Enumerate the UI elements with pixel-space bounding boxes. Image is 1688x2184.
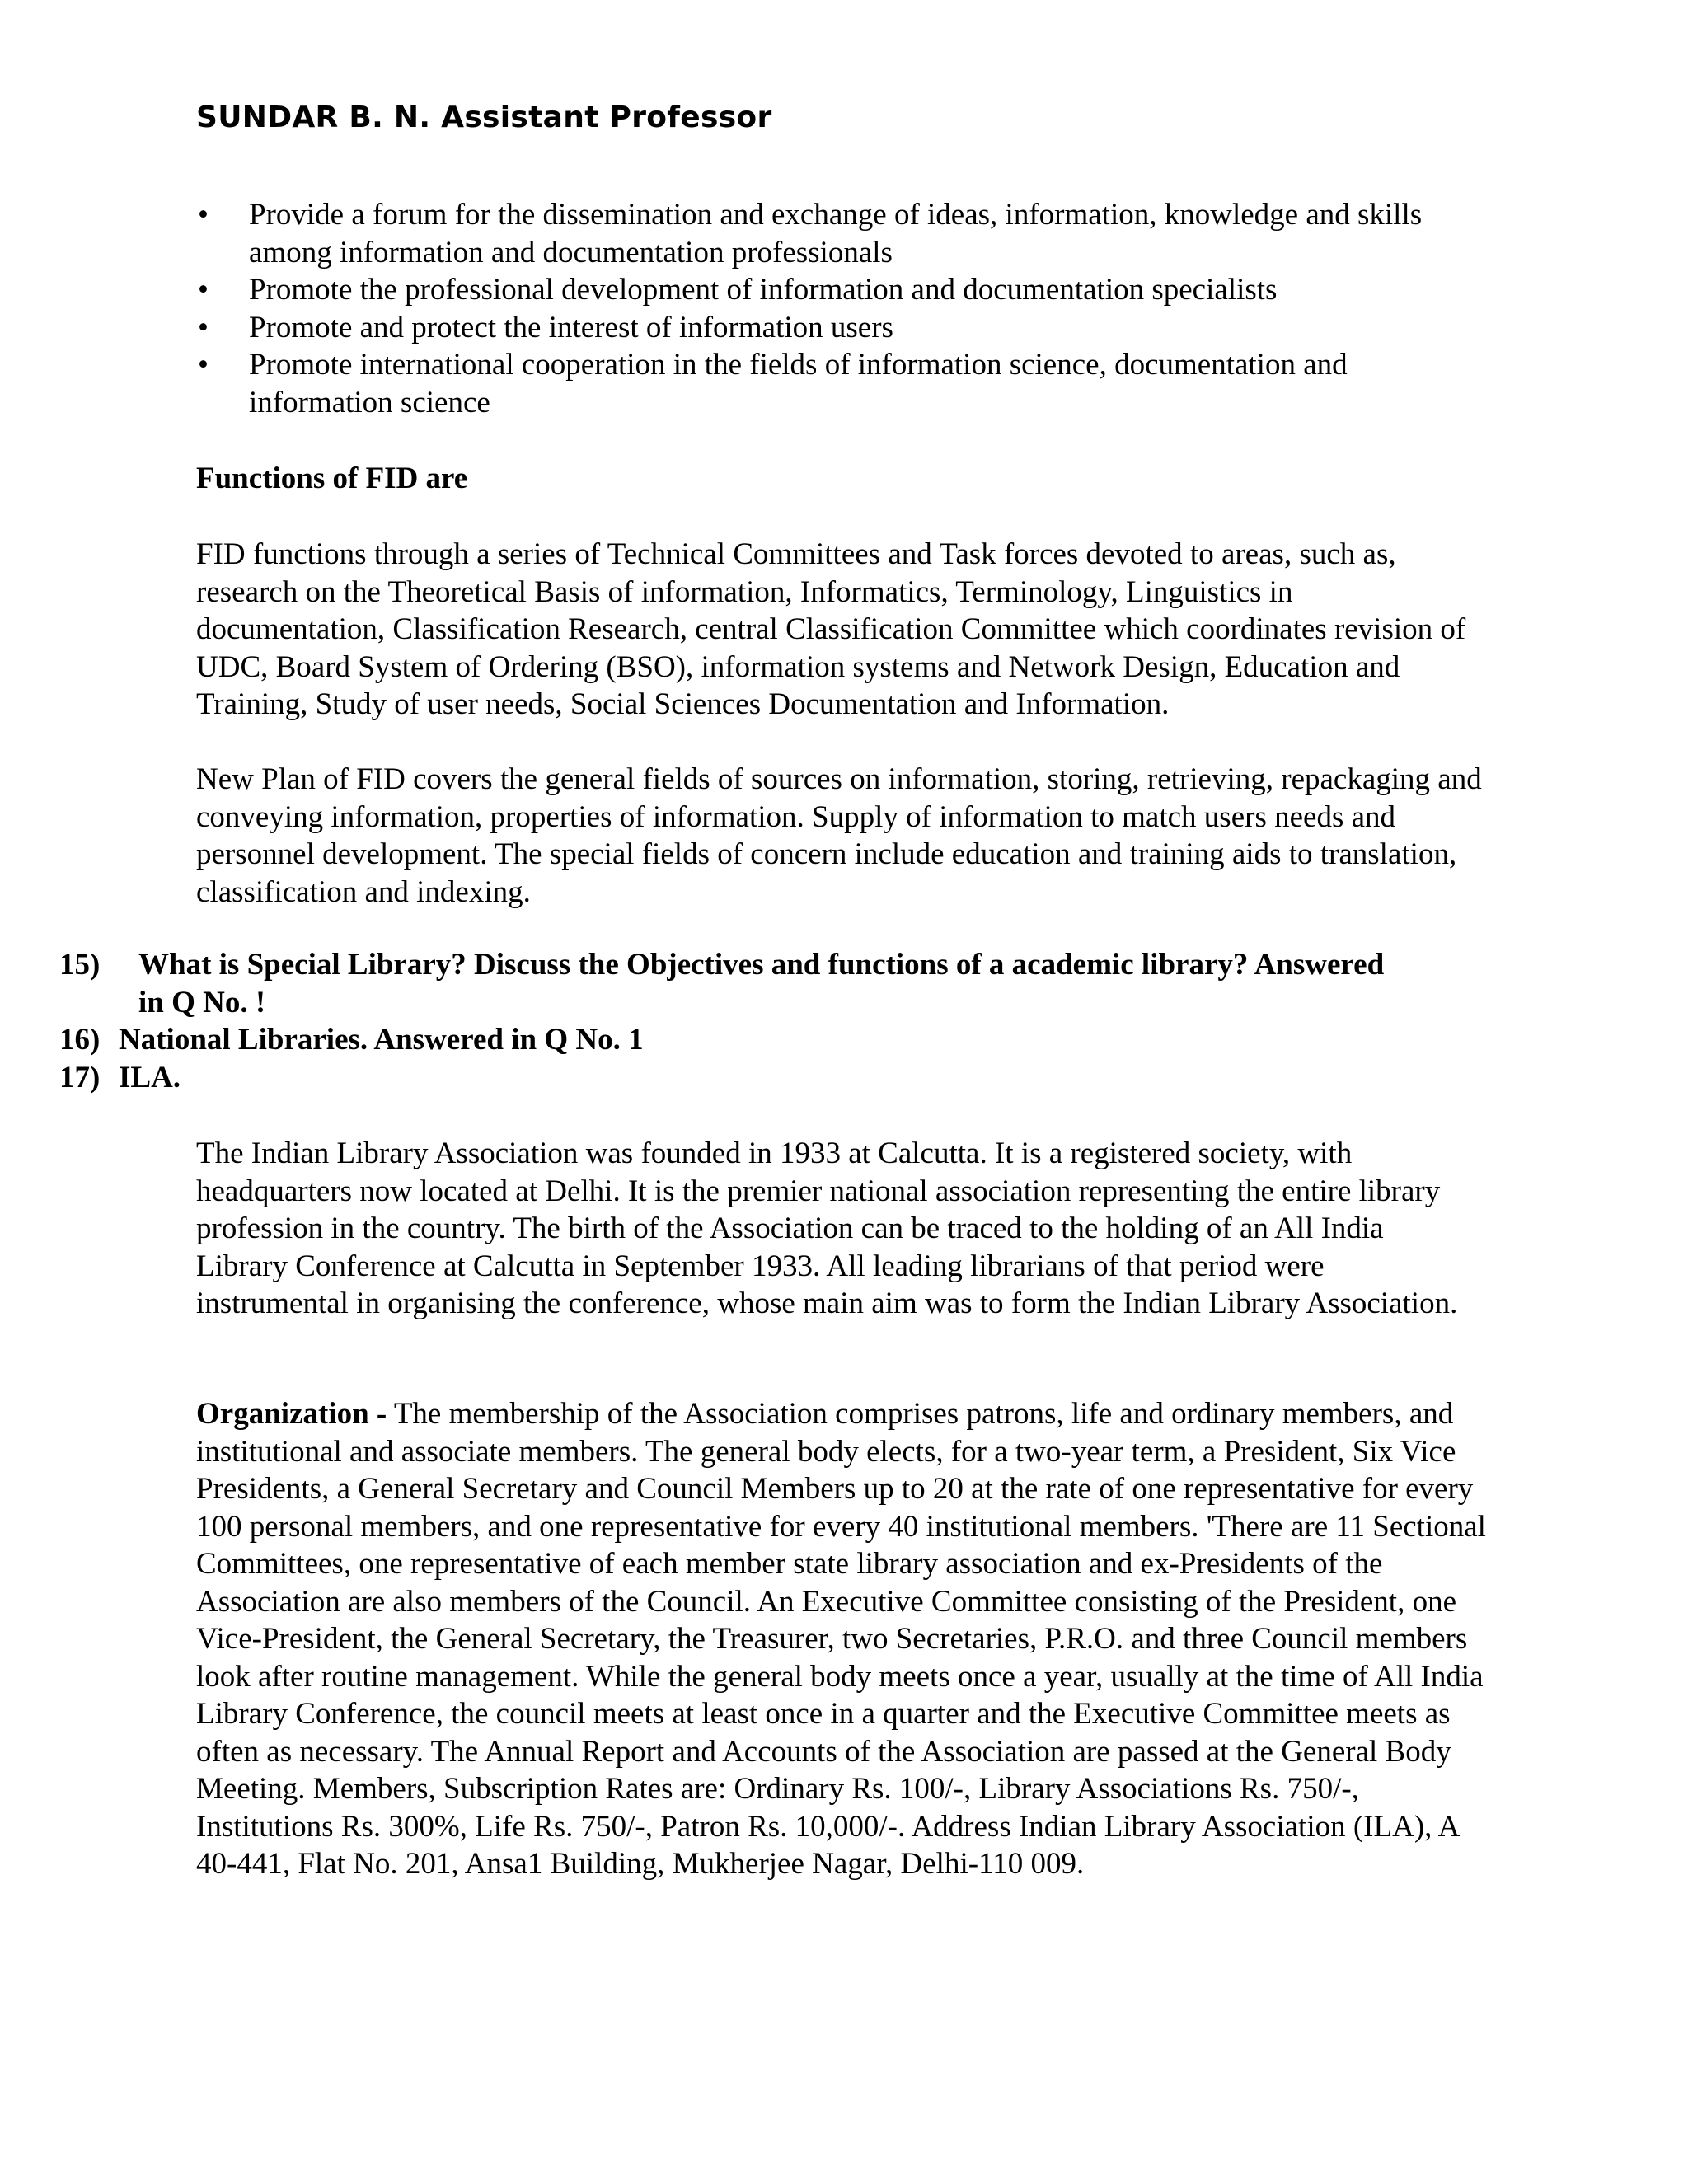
list-item: • Promote international cooperation in the fields of information science, documentation and information science (198, 348, 1348, 419)
question-text: National Libraries. Answered in Q No. 1 (119, 1023, 644, 1057)
ila-intro-paragraph: The Indian Library Association was founded in 1933 at Calcutta. It is a registered society, with headquarters now located at Delhi. It is the premier national association representing the entire library profession in the country. The birth of the Association can be traced to the holding of an All India Library Conference at Calcutta in September 1933. All leading librarians of that period were instrumental in organising the conference, whose main aim was to form the Indian Library Association. (196, 1137, 1458, 1320)
bullet-icon: • (198, 273, 209, 307)
question-item (59, 946, 1461, 1021)
question-item (59, 1021, 1461, 1059)
question-number: 15) (59, 948, 101, 982)
fid-new-plan-paragraph: New Plan of FID covers the general fields of sources on information, storing, retrieving, repackaging and conveying information, properties of information. Supply of information to match users needs and personnel development. The special fields of concern include education and training aids to translation, classification and indexing. (196, 762, 1482, 909)
organization-label: Organization - (196, 1397, 387, 1431)
question-text: What is Special Library? Discuss the Objectives and functions of a academic library? Answered in Q No. ! (138, 948, 1385, 1019)
question-number: 17) (59, 1060, 101, 1094)
ila-organization-paragraph (196, 1395, 1498, 1883)
list-item: • Promote the professional development of information and documentation specialists (196, 271, 1482, 309)
fid-functions-paragraph: FID functions through a series of Technical Committees and Task forces devoted to areas, such as, research on the Theoretical Basis of information, Informatics, Terminology, Linguistics in documentation, Classification Research, central Classification Committee which coordinates revision of UDC, Board System of Ordering (BSO), information systems and Network Design, Education and Training, Study of user needs, Social Sciences Documentation and Information. (196, 537, 1466, 721)
list-item: • Provide a forum for the dissemination and exchange of ideas, information, knowledge and skills among information and documentation professionals (198, 198, 1423, 269)
question-list (59, 946, 1461, 1096)
bullet-icon: • (198, 198, 209, 232)
bullet-icon: • (198, 310, 209, 344)
question-item (59, 1059, 1461, 1097)
bullet-icon: • (198, 348, 209, 382)
question-number: 16) (59, 1023, 101, 1057)
organization-text: The membership of the Association comprises patrons, life and ordinary members, and institutional and associate members. The general body elects, for a two-year term, a President, Six Vice Presidents, a General Secretary and Council Members up to 20 at the rate of one representative for every 100 personal members, and one representative for every 40 institutional members. 'There are 11 Sectional Committees, one representative of each member state library association and ex-Presidents of the Association are also members of the Council. An Executive Committee consisting of the President, one Vice-President, the General Secretary, the Treasurer, two Secretaries, P.R.O. and three Council members look after routine management. While the general body meets once a year, usually at the time of All India Library Conference, the council meets at least once in a quarter and the Executive Committee meets as often as necessary. The Annual Report and Accounts of the Association are passed at the General Body Meeting. Members, Subscription Rates are: Ordinary Rs. 100/-, Library Associations Rs. 750/-, Institutions Rs. 300%, Life Rs. 750/-, Patron Rs. 10,000/-. Address Indian Library Association (ILA), A 40-441, Flat No. 201, Ansa1 Building, Mukherjee Nagar, Delhi-110 009. (196, 1397, 1486, 1881)
objectives-list (196, 196, 1482, 421)
question-text: ILA. (119, 1060, 181, 1094)
fid-functions-heading: Functions of FID are (196, 462, 468, 495)
list-item: • Promote and protect the interest of information users (196, 309, 1482, 347)
page-header: SUNDAR B. N. Assistant Professor (196, 101, 772, 134)
